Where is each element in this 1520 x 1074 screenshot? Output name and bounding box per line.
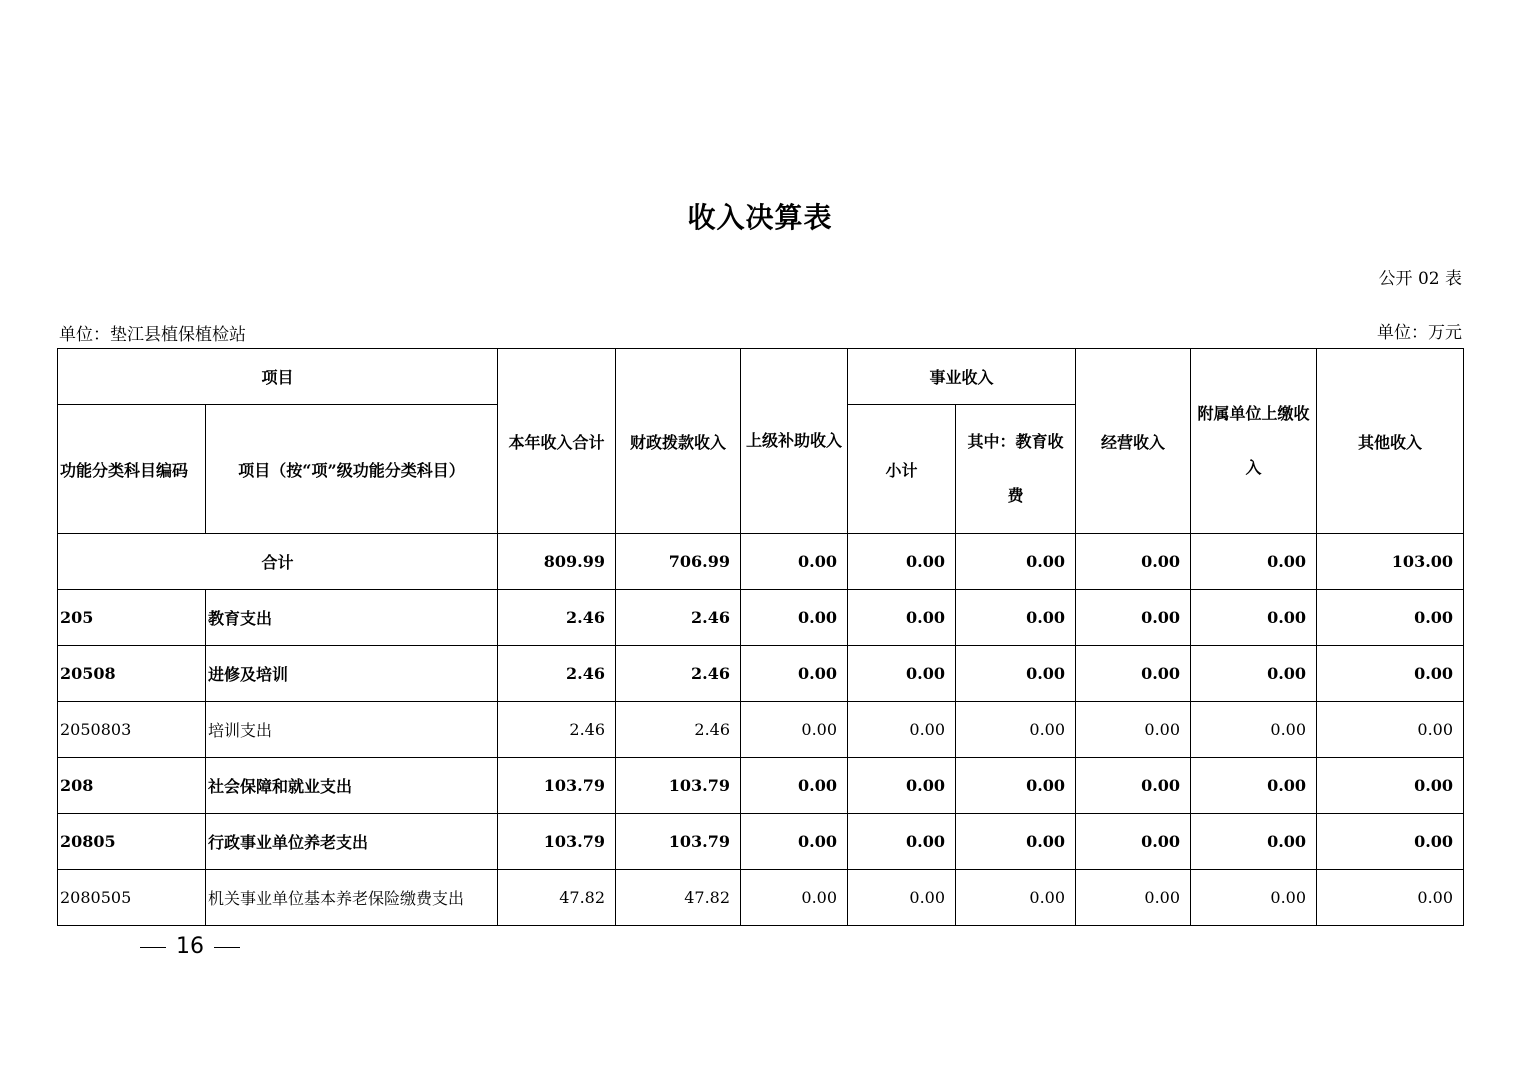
func-code-cell: 2050803 xyxy=(58,702,206,758)
amount-cell: 0.00 xyxy=(741,870,848,926)
amount-cell: 0.00 xyxy=(741,814,848,870)
amount-cell: 0.00 xyxy=(848,590,956,646)
amount-cell: 0.00 xyxy=(848,758,956,814)
header-project-name: 项目（按“项”级功能分类科目） xyxy=(206,405,498,534)
func-code-cell: 205 xyxy=(58,590,206,646)
table-row xyxy=(58,646,1464,702)
header-subtotal: 小计 xyxy=(848,405,956,534)
amount-cell: 0.00 xyxy=(956,870,1076,926)
amount-cell: 0.00 xyxy=(741,702,848,758)
func-code-cell: 20805 xyxy=(58,814,206,870)
amount-cell: 2.46 xyxy=(616,590,741,646)
amount-cell: 0.00 xyxy=(848,646,956,702)
amount-cell: 103.79 xyxy=(616,814,741,870)
amount-cell: 0.00 xyxy=(1317,702,1464,758)
header-total-income: 本年收入合计 xyxy=(498,349,616,534)
page-number-text: 16 xyxy=(176,934,204,959)
amount-cell: 0.00 xyxy=(848,814,956,870)
amount-cell: 0.00 xyxy=(956,814,1076,870)
amount-cell: 47.82 xyxy=(498,870,616,926)
amount-cell: 0.00 xyxy=(1076,814,1191,870)
amount-cell: 0.00 xyxy=(741,758,848,814)
amount-cell: 0.00 xyxy=(1317,814,1464,870)
project-name-cell: 机关事业单位基本养老保险缴费支出 xyxy=(206,870,498,926)
amount-cell: 0.00 xyxy=(1317,870,1464,926)
total-label: 合计 xyxy=(58,534,498,590)
project-name-cell: 行政事业单位养老支出 xyxy=(206,814,498,870)
amount-cell: 0.00 xyxy=(741,590,848,646)
header-fiscal: 财政拨款收入 xyxy=(616,349,741,534)
func-code-cell: 208 xyxy=(58,758,206,814)
header-project: 项目 xyxy=(58,349,498,405)
total-value: 103.00 xyxy=(1317,534,1464,590)
func-code-cell: 20508 xyxy=(58,646,206,702)
table-row xyxy=(58,870,1464,926)
amount-cell: 0.00 xyxy=(1191,646,1317,702)
total-value: 706.99 xyxy=(616,534,741,590)
amount-cell: 0.00 xyxy=(956,590,1076,646)
table-row xyxy=(58,814,1464,870)
project-name-cell: 进修及培训 xyxy=(206,646,498,702)
amount-cell: 2.46 xyxy=(616,702,741,758)
project-name-cell: 社会保障和就业支出 xyxy=(206,758,498,814)
func-code-cell: 2080505 xyxy=(58,870,206,926)
amount-cell: 0.00 xyxy=(1076,590,1191,646)
amount-cell: 0.00 xyxy=(741,646,848,702)
amount-cell: 0.00 xyxy=(1317,590,1464,646)
amount-cell: 0.00 xyxy=(1191,758,1317,814)
income-table xyxy=(57,348,1464,926)
dash-right xyxy=(214,947,240,948)
total-value: 0.00 xyxy=(1076,534,1191,590)
amount-cell: 2.46 xyxy=(498,702,616,758)
amount-cell: 0.00 xyxy=(1317,758,1464,814)
amount-cell: 0.00 xyxy=(1191,702,1317,758)
total-value: 809.99 xyxy=(498,534,616,590)
dash-left xyxy=(140,947,166,948)
currency-unit: 单位：万元 xyxy=(1377,323,1462,343)
amount-cell: 0.00 xyxy=(1076,702,1191,758)
amount-cell: 0.00 xyxy=(848,870,956,926)
amount-cell: 2.46 xyxy=(498,590,616,646)
amount-cell: 0.00 xyxy=(1076,870,1191,926)
total-row xyxy=(58,534,1464,590)
header-affiliated: 附属单位上缴收入 xyxy=(1191,349,1317,534)
table-row xyxy=(58,590,1464,646)
amount-cell: 0.00 xyxy=(1076,646,1191,702)
amount-cell: 0.00 xyxy=(1191,590,1317,646)
header-func-code: 功能分类科目编码 xyxy=(58,405,206,534)
page-number xyxy=(130,934,250,959)
header-superior-subsidy: 上级补助收入 xyxy=(741,349,848,534)
page-title: 收入决算表 xyxy=(687,201,833,234)
project-name-cell: 培训支出 xyxy=(206,702,498,758)
header-business-income: 事业收入 xyxy=(848,349,1076,405)
amount-cell: 2.46 xyxy=(498,646,616,702)
table-row xyxy=(58,702,1464,758)
amount-cell: 0.00 xyxy=(1317,646,1464,702)
amount-cell: 47.82 xyxy=(616,870,741,926)
total-value: 0.00 xyxy=(848,534,956,590)
total-value: 0.00 xyxy=(1191,534,1317,590)
total-value: 0.00 xyxy=(741,534,848,590)
header-education-fee: 其中：教育收费 xyxy=(956,405,1076,534)
amount-cell: 0.00 xyxy=(956,758,1076,814)
amount-cell: 0.00 xyxy=(956,646,1076,702)
amount-cell: 103.79 xyxy=(498,814,616,870)
header-other: 其他收入 xyxy=(1317,349,1464,534)
amount-cell: 0.00 xyxy=(1076,758,1191,814)
amount-cell: 0.00 xyxy=(848,702,956,758)
amount-cell: 103.79 xyxy=(616,758,741,814)
reporting-unit: 单位：垫江县植保植检站 xyxy=(59,325,246,345)
project-name-cell: 教育支出 xyxy=(206,590,498,646)
header-operating: 经营收入 xyxy=(1076,349,1191,534)
form-number: 公开 02 表 xyxy=(1378,269,1462,289)
amount-cell: 0.00 xyxy=(1191,870,1317,926)
total-value: 0.00 xyxy=(956,534,1076,590)
amount-cell: 0.00 xyxy=(956,702,1076,758)
amount-cell: 2.46 xyxy=(616,646,741,702)
amount-cell: 0.00 xyxy=(1191,814,1317,870)
amount-cell: 103.79 xyxy=(498,758,616,814)
table-row xyxy=(58,758,1464,814)
